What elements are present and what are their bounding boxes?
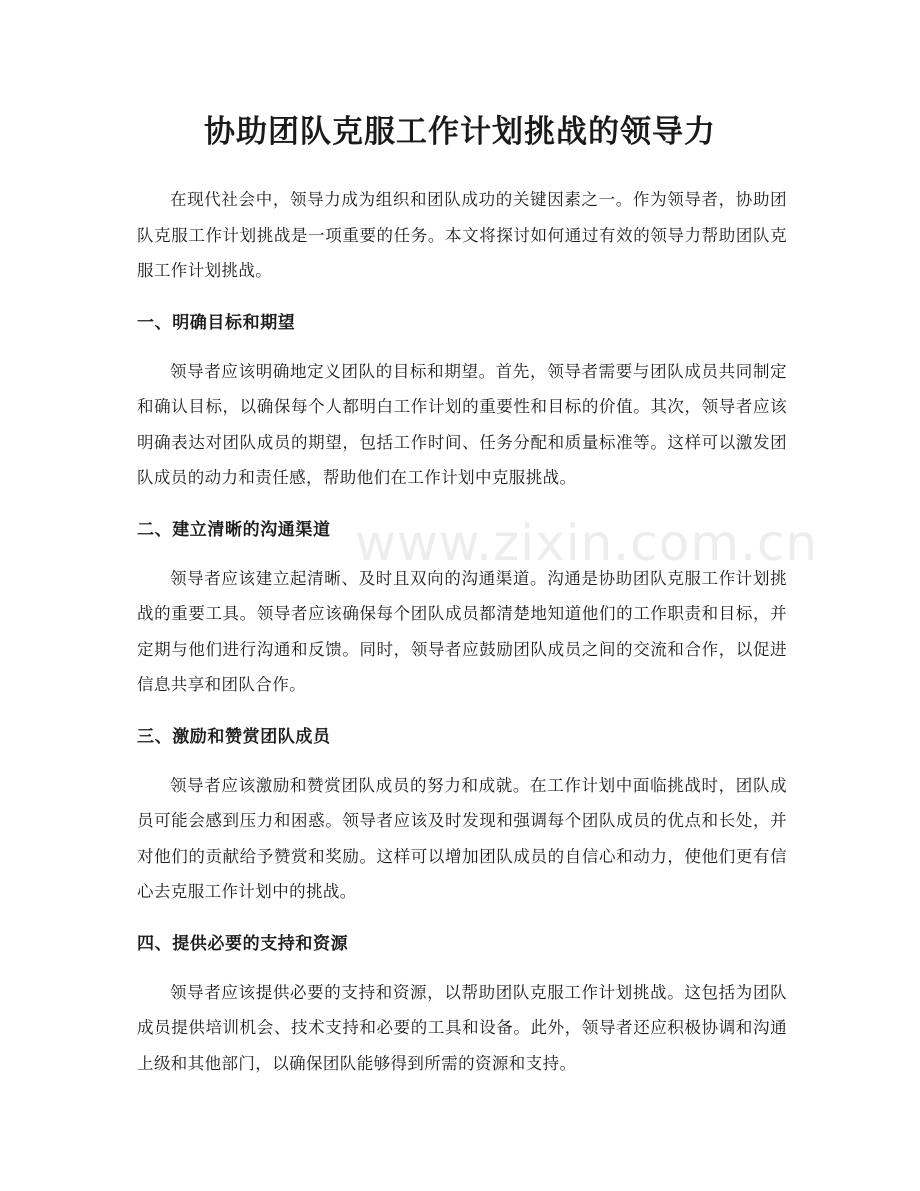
section-paragraph-1: 领导者应该明确地定义团队的目标和期望。首先，领导者需要与团队成员共同制定和确认目标，以确保每个人都明白工作计划的重要性和目标的价值。其次，领导者应该明确表达对团队成员的期望，包括工作时间、任务分配和质量标准等。这样可以激发团队成员的动力和责任感，帮助他们在工作计划中克服挑战。	[137, 361, 787, 487]
watermark-text: www.zixin.com.cn	[355, 514, 819, 572]
section-heading-4: 四、提供必要的支持和资源	[137, 933, 349, 954]
section-paragraph-4: 领导者应该提供必要的支持和资源，以帮助团队克服工作计划挑战。这包括为团队成员提供培训机会、技术支持和必要的工具和设备。此外，领导者还应积极协调和沟通上级和其他部门，以确保团队能够得到所需的资源和支持。	[137, 982, 787, 1073]
section-paragraph-2: 领导者应该建立起清晰、及时且双向的沟通渠道。沟通是协助团队克服工作计划挑战的重要工具。领导者应该确保每个团队成员都清楚地知道他们的工作职责和目标，并定期与他们进行沟通和反馈。同时，领导者应鼓励团队成员之间的交流和合作，以促进信息共享和团队合作。	[137, 568, 787, 694]
intro-paragraph: 在现代社会中，领导力成为组织和团队成功的关键因素之一。作为领导者，协助团队克服工作计划挑战是一项重要的任务。本文将探讨如何通过有效的领导力帮助团队克服工作计划挑战。	[137, 190, 787, 280]
page-title: 协助团队克服工作计划挑战的领导力	[204, 114, 716, 150]
section-paragraph-3: 领导者应该激励和赞赏团队成员的努力和成就。在工作计划中面临挑战时，团队成员可能会感到压力和困惑。领导者应该及时发现和强调每个团队成员的优点和长处，并对他们的贡献给予赞赏和奖励。这样可以增加团队成员的自信心和动力，使他们更有信心去克服工作计划中的挑战。	[137, 775, 787, 901]
section-heading-2: 二、建立清晰的沟通渠道	[137, 519, 331, 540]
section-heading-3: 三、激励和赞赏团队成员	[137, 726, 331, 747]
document-body	[137, 182, 787, 1081]
section-heading-1: 一、明确目标和期望	[137, 312, 296, 333]
